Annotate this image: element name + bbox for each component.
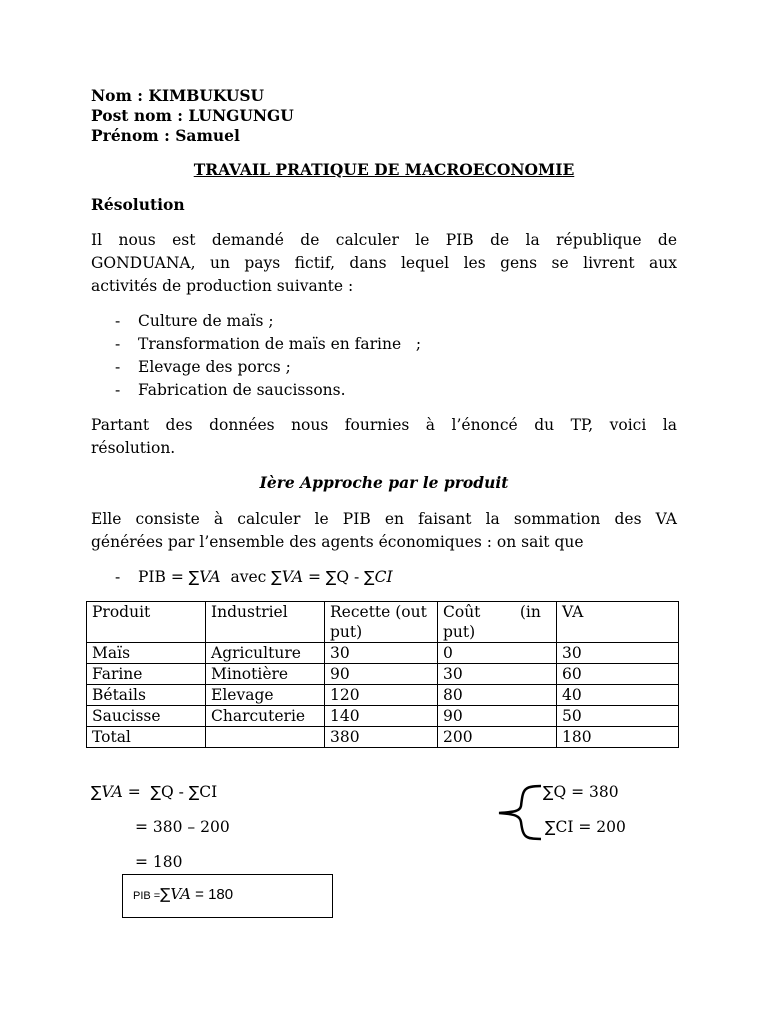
result-text — [133, 885, 233, 903]
table-cell: 0 — [438, 643, 557, 664]
production-table — [86, 601, 679, 748]
formula-avec: avec — [220, 568, 272, 586]
activity-item: - Elevage des porcs ; — [115, 358, 291, 376]
formula-va: VA — [199, 568, 221, 586]
document-title — [0, 160, 768, 180]
table-cell: 140 — [325, 706, 438, 727]
activity-text: Fabrication de saucissons. — [138, 381, 346, 399]
formula-equals: = — [303, 568, 326, 586]
calc-ci: CI — [199, 783, 218, 801]
sigma-symbol: ∑ — [545, 818, 556, 836]
student-prenom: Prénom : Samuel — [91, 126, 240, 145]
ci-total — [545, 817, 626, 837]
header-text: Produit — [92, 603, 151, 621]
table-total-row — [87, 727, 679, 748]
intro-line-2: GONDUANA, un pays fictif, dans lequel les gens se livrent aux — [91, 254, 677, 272]
table-header-cell — [325, 602, 438, 643]
para2-line-1: Partant des données nous fournies à l’énoncé du TP, voici la — [91, 416, 677, 434]
intro-line-1: Il nous est demandé de calculer le PIB de la république de — [91, 231, 677, 249]
table-cell: 30 — [325, 643, 438, 664]
result-box — [122, 874, 333, 918]
sigma-symbol: ∑ — [188, 568, 200, 586]
sigma-symbol: ∑ — [150, 783, 162, 801]
student-post-nom: Post nom : LUNGUNGU — [91, 106, 294, 125]
table-cell — [206, 727, 325, 748]
table-cell: 30 — [557, 643, 679, 664]
table-cell: 120 — [325, 685, 438, 706]
sigma-symbol: ∑ — [271, 568, 282, 586]
table-cell: 80 — [438, 685, 557, 706]
formula-line — [91, 567, 393, 587]
calc-va: VA — [101, 783, 123, 801]
calc-line-3: = 180 — [135, 853, 183, 871]
header-text: Coût (in — [443, 603, 541, 621]
table-cell: 40 — [557, 685, 679, 706]
table-header-cell — [557, 602, 679, 643]
table-row — [87, 706, 679, 727]
table-header-row — [87, 602, 679, 643]
table-header-cell — [87, 602, 206, 643]
table-header-cell — [206, 602, 325, 643]
curly-brace-icon — [493, 782, 543, 842]
table-cell: Total — [87, 727, 206, 748]
table-cell: 200 — [438, 727, 557, 748]
q-total-text: Q = 380 — [553, 783, 619, 801]
formula-ci: CI — [374, 568, 393, 586]
header-text: Recette (out — [330, 603, 427, 621]
table-cell: 60 — [557, 664, 679, 685]
table-cell: 90 — [325, 664, 438, 685]
approach-heading: Ière Approche par le produit — [259, 473, 509, 492]
table-row — [87, 664, 679, 685]
para3-line-2: générées par l’ensemble des agents économiques : on sait que — [91, 533, 584, 551]
result-va: VA — [170, 885, 191, 903]
sigma-symbol: ∑ — [91, 783, 102, 801]
table-cell: Agriculture — [206, 643, 325, 664]
calc-line-1 — [91, 782, 217, 802]
activity-text: Transformation de maïs en farine ; — [138, 335, 422, 353]
sigma-symbol: ∑ — [325, 568, 337, 586]
result-value: = 180 — [190, 886, 234, 903]
result-pib: PIB = — [133, 890, 161, 902]
ci-total-text: CI = 200 — [555, 818, 626, 836]
table-cell: Saucisse — [87, 706, 206, 727]
section-heading: Résolution — [91, 195, 185, 214]
formula-q: Q - — [336, 568, 365, 586]
table-cell: 180 — [557, 727, 679, 748]
intro-line-3: activités de production suivante : — [91, 277, 354, 295]
table-row — [87, 643, 679, 664]
activity-text: Culture de maïs ; — [138, 312, 274, 330]
para2-line-2: résolution. — [91, 439, 176, 457]
table-cell: Bétails — [87, 685, 206, 706]
header-text: put) — [330, 623, 363, 641]
sigma-symbol: ∑ — [543, 783, 554, 801]
activity-item: - Culture de maïs ; — [115, 312, 274, 330]
table-header-cell — [438, 602, 557, 643]
table-cell: 380 — [325, 727, 438, 748]
table-cell: 30 — [438, 664, 557, 685]
header-text: put) — [443, 623, 476, 641]
table-cell: Maïs — [87, 643, 206, 664]
sigma-symbol: ∑ — [160, 885, 171, 903]
formula-va: VA — [281, 568, 304, 586]
q-total — [543, 782, 619, 802]
activity-text: Elevage des porcs ; — [138, 358, 291, 376]
table-cell: Charcuterie — [206, 706, 325, 727]
table-cell: Farine — [87, 664, 206, 685]
calc-equals: = — [122, 783, 151, 801]
calc-line-2: = 380 – 200 — [135, 818, 230, 836]
table-cell: Elevage — [206, 685, 325, 706]
activity-item: - Fabrication de saucissons. — [115, 381, 346, 399]
table-cell: 90 — [438, 706, 557, 727]
student-nom: Nom : KIMBUKUSU — [91, 86, 265, 105]
activity-item: - Transformation de maïs en farine ; — [115, 335, 422, 353]
header-text: VA — [562, 603, 584, 621]
table-cell: 50 — [557, 706, 679, 727]
sigma-symbol: ∑ — [364, 568, 375, 586]
table-cell: Minotière — [206, 664, 325, 685]
table-row — [87, 685, 679, 706]
formula-dash: - — [115, 568, 121, 586]
calc-q: Q - — [161, 783, 189, 801]
document-title-text: TRAVAIL PRATIQUE DE MACROECONOMIE — [193, 160, 575, 179]
para3-line-1: Elle consiste à calculer le PIB en faisant la sommation des VA — [91, 510, 677, 528]
formula-pib: PIB = — [138, 568, 189, 586]
sigma-symbol: ∑ — [188, 783, 200, 801]
header-text: Industriel — [211, 603, 288, 621]
